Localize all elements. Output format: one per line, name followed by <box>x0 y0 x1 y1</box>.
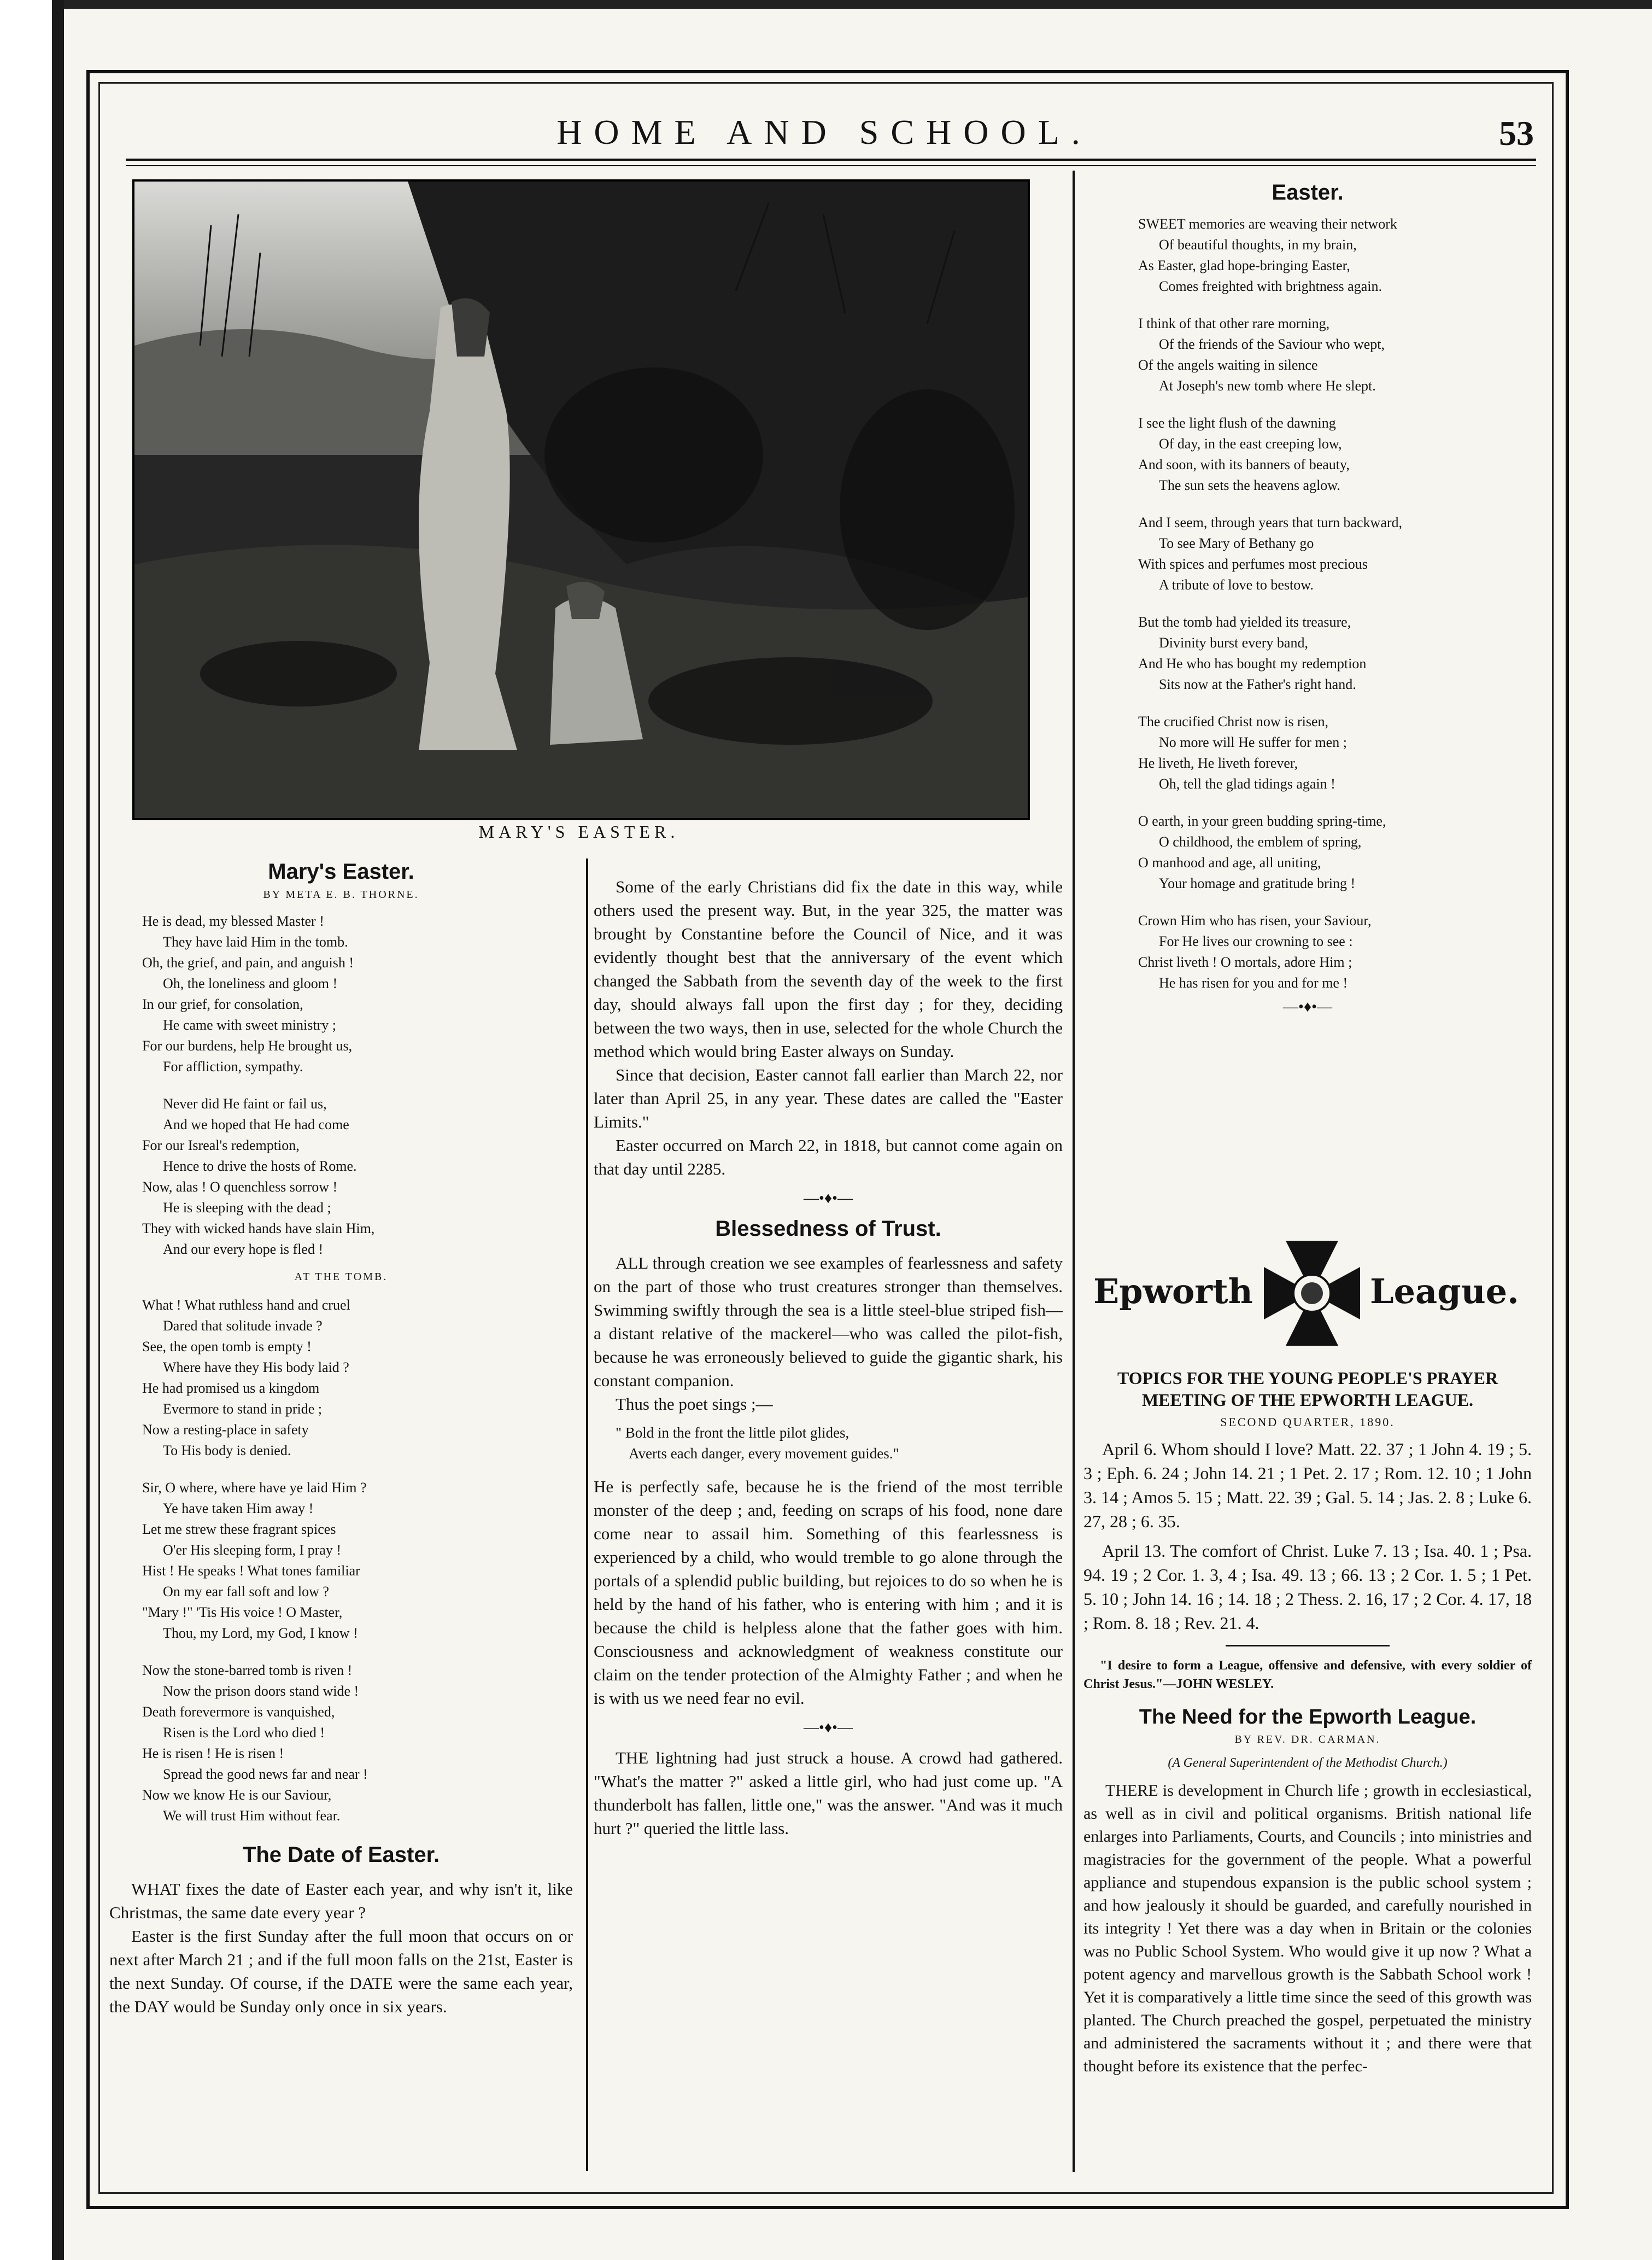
poem-line: Sits now at the Father's right hand. <box>1159 676 1356 692</box>
poem-subhead: AT THE TOMB. <box>294 1271 388 1283</box>
topics-heading: TOPICS FOR THE YOUNG PEOPLE'S PRAYER MEETING OF THE EPWORTH LEAGUE. <box>1117 1368 1498 1410</box>
poem-line: O childhood, the emblem of spring, <box>1159 834 1362 850</box>
poem-stanza <box>142 1094 573 1260</box>
poem-line: I think of that other rare morning, <box>1138 316 1330 331</box>
poem-title: Mary's Easter. <box>268 860 414 884</box>
verse-quote <box>616 1422 1063 1464</box>
poem-line: We will trust Him without fear. <box>163 1808 341 1824</box>
article-byline: BY REV. DR. CARMAN. <box>1234 1733 1381 1745</box>
poem-byline: BY META E. B. THORNE. <box>263 889 419 901</box>
poem-line: SWEET memories are weaving their network <box>1138 216 1397 232</box>
divider-ornament: —•♦•— <box>804 1190 853 1207</box>
maltese-cross-icon <box>1264 1239 1360 1348</box>
poem-line: He is dead, my blessed Master ! <box>142 913 324 929</box>
paragraph: Thus the poet sings ;— <box>616 1394 773 1414</box>
poem-line: Risen is the Lord who died ! <box>163 1725 325 1741</box>
poem-title: Easter. <box>1272 180 1344 205</box>
poem-line: O earth, in your green budding spring-time, <box>1138 813 1386 829</box>
poem-stanza <box>142 911 573 1077</box>
poem-stanza <box>1138 413 1532 496</box>
poem-line: At Joseph's new tomb where He slept. <box>1159 378 1376 394</box>
poem-line: Hence to drive the hosts of Rome. <box>163 1158 357 1174</box>
poem-line: And our every hope is fled ! <box>163 1241 324 1257</box>
poem-line: Death forevermore is vanquished, <box>142 1704 335 1720</box>
paragraph: THERE is development in Church life ; growth in ecclesiastical, as well as in civil and political organisms. British national life enlarges into Parliaments, Courts, and Councils ; into ministries and magistracies for the government of the people. What a powerful appliance and stupendous expansion is the public school system ; and how jealously it should be guarded, and carefully nourished in its integrity ! Yet there was a day when in Britain or the colonies was no Public School System. Who would give it up now ? What a potent agency and marvellous growth is the Sabbath School work ! Yet it is comparatively a little time since the seed of this growth was planted. The Church preached the gospel, perpetuated the ministry and administered the sacraments without it ; and there were that thought before its existence that the perfec- <box>1083 1782 1532 2075</box>
poem-stanza <box>1138 910 1532 994</box>
poem-line: Divinity burst every band, <box>1159 635 1308 651</box>
engraving-image <box>134 182 1028 818</box>
poem-line: A tribute of love to bestow. <box>1159 577 1314 593</box>
poem-line: Let me strew these fragrant spices <box>142 1521 336 1537</box>
quote-line: " Bold in the front the little pilot glides, <box>616 1424 850 1441</box>
poem-line: They with wicked hands have slain Him, <box>142 1220 375 1236</box>
poem-stanza <box>1138 612 1532 695</box>
column-left <box>109 860 573 2018</box>
poem-stanza <box>1138 214 1532 297</box>
epworth-section <box>1083 1367 1532 2078</box>
poem-line: And I seem, through years that turn backward, <box>1138 515 1403 530</box>
poem-line: With spices and perfumes most precious <box>1138 556 1368 572</box>
poem-stanza <box>142 1295 573 1461</box>
section-rule <box>1226 1645 1390 1646</box>
poem-line: Hist ! He speaks ! What tones familiar <box>142 1563 360 1579</box>
poem-line: He is sleeping with the dead ; <box>163 1200 331 1216</box>
poem-stanza <box>1138 811 1532 894</box>
page-number: 53 <box>1499 114 1534 153</box>
poem-line: O manhood and age, all uniting, <box>1138 855 1321 871</box>
epworth-league-logo <box>1093 1239 1531 1353</box>
poem-line: To His body is denied. <box>163 1443 291 1458</box>
poem-line: Oh, the grief, and pain, and anguish ! <box>142 955 354 971</box>
poem-line: For He lives our crowning to see : <box>1159 933 1353 949</box>
poem-line: Dared that solitude invade ? <box>163 1318 323 1334</box>
poem-line: No more will He suffer for men ; <box>1159 734 1347 750</box>
article-title: The Date of Easter. <box>242 1843 440 1867</box>
quote-line: Averts each danger, every movement guides." <box>629 1445 899 1462</box>
page-edge-shadow <box>52 0 64 2260</box>
poem-line: They have laid Him in the tomb. <box>163 934 348 950</box>
poem-line: Christ liveth ! O mortals, adore Him ; <box>1138 954 1352 970</box>
poem-line: But the tomb had yielded its treasure, <box>1138 614 1351 630</box>
poem-line: And He who has bought my redemption <box>1138 656 1367 671</box>
poem-line: Crown Him who has risen, your Saviour, <box>1138 913 1372 928</box>
poem-stanza <box>1138 313 1532 396</box>
lightning-anecdote <box>594 1746 1063 1840</box>
poem-line: Where have they His body laid ? <box>163 1359 349 1375</box>
easter-poem <box>1083 214 1532 994</box>
poem-line: See, the open tomb is empty ! <box>142 1339 312 1354</box>
poem-line: For our burdens, help He brought us, <box>142 1038 353 1054</box>
topics-quarter: SECOND QUARTER, 1890. <box>1220 1415 1395 1429</box>
divider-ornament: —•♦•— <box>1283 998 1332 1015</box>
date-of-easter-continued <box>594 875 1063 1181</box>
poem-line: Of the angels waiting in silence <box>1138 357 1318 373</box>
poem-line: O'er His sleeping form, I pray ! <box>163 1542 341 1558</box>
poem-line: Now the prison doors stand wide ! <box>163 1683 359 1699</box>
logo-word-left: Epworth <box>1093 1271 1253 1311</box>
publication-title: HOME AND SCHOOL. <box>556 113 1092 151</box>
paragraph: Some of the early Christians did fix the date in this way, while others used the present way. But, in the year 325, the matter was brought by Constantine before the Council of Nice, and it was evidently thought best that the anniversary of the event which changed the Sabbath from the seventh day of the week to the first day, should always fall upon the first day ; for they, deciding between the two ways, then in use, selected for the whole Church the method which would bring Easter always on Sunday. <box>594 877 1063 1061</box>
poem-line: He has risen for you and for me ! <box>1159 975 1348 991</box>
poem-line: And we hoped that He had come <box>163 1117 349 1132</box>
poem-line: Ye have taken Him away ! <box>163 1500 314 1516</box>
poem-line: He is risen ! He is risen ! <box>142 1745 284 1761</box>
scan-top-edge <box>64 0 1652 9</box>
marys-easter-poem <box>109 911 573 1826</box>
article-title: Blessedness of Trust. <box>715 1217 941 1241</box>
running-head <box>98 112 1550 161</box>
poem-stanza <box>1138 512 1532 595</box>
poem-line: Now a resting-place in safety <box>142 1422 309 1438</box>
column-divider-2 <box>1073 171 1075 2172</box>
poem-line: Sir, O where, where have ye laid Him ? <box>142 1480 367 1496</box>
poem-line: Of day, in the east creeping low, <box>1159 436 1342 452</box>
poem-line: Now, alas ! O quenchless sorrow ! <box>142 1179 338 1195</box>
illustration-marys-easter <box>132 179 1030 820</box>
poem-line: And soon, with its banners of beauty, <box>1138 457 1350 472</box>
poem-line: Oh, the loneliness and gloom ! <box>163 976 338 991</box>
poem-stanza <box>142 1478 573 1644</box>
paragraph: Easter is the first Sunday after the full moon that occurs on or next after March 21 ; and if the full moon falls on the 21st, Easter is the next Sunday. Of course, if the DATE were the same each year, the DAY would be Sunday only once in six years. <box>109 1926 573 2016</box>
blessedness-body-continued <box>594 1475 1063 1710</box>
poem-line: "Mary !" 'Tis His voice ! O Master, <box>142 1604 343 1620</box>
illustration-caption: MARY'S EASTER. <box>478 822 679 842</box>
poem-line: He came with sweet ministry ; <box>163 1017 336 1033</box>
article-subtitle: (A General Superintendent of the Methodist Church.) <box>1168 1756 1448 1770</box>
topic-entry: April 13. The comfort of Christ. Luke 7. 13 ; Isa. 40. 1 ; Psa. 94. 19 ; 2 Cor. 1. 3, 4 ; Isa. 49. 13 ; 66. 13 ; 2 Cor. 1. 5 ; 1 Pet. 5. 10 ; John 14. 16 ; 14. 18 ; 2 Thess. 2. 16, 17 ; 2 Cor. 4. 17, 18 ; Rom. 8. 18 ; Rev. 21. 4. <box>1083 1541 1532 1633</box>
paragraph: THE lightning had just struck a house. A crowd had gathered. "What's the matter ?" asked a little girl, who had just come up. "A thunderbolt has fallen, little one," was the answer. "And was it much hurt ?" queried the little lass. <box>594 1748 1063 1838</box>
poem-line: Of beautiful thoughts, in my brain, <box>1159 237 1357 253</box>
poem-line: On my ear fall soft and low ? <box>163 1584 329 1599</box>
poem-line: What ! What ruthless hand and cruel <box>142 1297 350 1313</box>
poem-line: Now we know He is our Saviour, <box>142 1787 332 1803</box>
poem-line: Never did He faint or fail us, <box>163 1096 327 1112</box>
poem-line: Now the stone-barred tomb is riven ! <box>142 1662 353 1678</box>
paragraph: Easter occurred on March 22, in 1818, but cannot come again on that day until 2285. <box>594 1136 1063 1178</box>
logo-word-right: League. <box>1370 1271 1519 1311</box>
blessedness-body <box>594 1251 1063 1416</box>
poem-line: He had promised us a kingdom <box>142 1380 320 1396</box>
poem-line: Comes freighted with brightness again. <box>1159 278 1382 294</box>
paragraph: WHAT fixes the date of Easter each year, and why isn't it, like Christmas, the same date every year ? <box>109 1879 573 1922</box>
poem-line: Evermore to stand in pride ; <box>163 1401 322 1417</box>
column-divider-1 <box>586 859 588 2171</box>
wesley-epigraph: "I desire to form a League, offensive and defensive, with every soldier of Christ Jesus."—JOHN WESLEY. <box>1083 1658 1532 1691</box>
column-middle <box>594 875 1063 1840</box>
divider-ornament: —•♦•— <box>804 1719 853 1736</box>
poem-line: Spread the good news far and near ! <box>163 1766 368 1782</box>
header-rule <box>126 159 1536 161</box>
poem-stanza <box>142 1660 573 1826</box>
topic-entry: April 6. Whom should I love? Matt. 22. 37 ; 1 John 4. 19 ; 5. 3 ; Eph. 6. 24 ; John 14. 21 ; 1 Pet. 2. 17 ; Rom. 12. 10 ; 1 John 3. 14 ; Amos 5. 15 ; Matt. 22. 39 ; Gal. 5. 14 ; Jas. 2. 8 ; Luke 6. 27, 28 ; 6. 35. <box>1083 1439 1532 1531</box>
poem-stanza <box>1138 711 1532 795</box>
article-title: The Need for the Epworth League. <box>1139 1706 1477 1728</box>
poem-line: To see Mary of Bethany go <box>1159 535 1314 551</box>
poem-line: Thou, my Lord, my God, I know ! <box>163 1625 358 1641</box>
poem-line: Of the friends of the Saviour who wept, <box>1159 336 1385 352</box>
paragraph: Since that decision, Easter cannot fall earlier than March 22, nor later than April 25, in any year. These dates are called the "Easter Limits." <box>594 1065 1063 1131</box>
header-rule-thin <box>126 165 1536 166</box>
scan-margin <box>0 0 52 2260</box>
topics-list <box>1083 1437 1532 1635</box>
poem-line: I see the light flush of the dawning <box>1138 415 1336 431</box>
poem-line: For affliction, sympathy. <box>163 1059 303 1074</box>
paragraph: He is perfectly safe, because he is the friend of the most terrible monster of the deep ; and, feeding on scraps of his food, none dare come near to assail him. Something of this fearlessness is experienced by a child, who would tremble to go alone through the portals of a splendid public building, but rejoices to do so when he is held by the hand of his father, who is entering with him ; and it is because the child is helpless alone that the father goes with him. Consciousness and acknowledgment of weakness constitute our claim on the tender protection of the Almighty Father ; and when he is with us we need fear no evil. <box>594 1477 1063 1708</box>
date-of-easter-body <box>109 1877 573 2018</box>
column-right <box>1083 180 1532 1025</box>
poem-line: Your homage and gratitude bring ! <box>1159 875 1356 891</box>
poem-line: For our Isreal's redemption, <box>142 1137 300 1153</box>
poem-line: As Easter, glad hope-bringing Easter, <box>1138 258 1350 273</box>
need-body <box>1083 1779 1532 2078</box>
paragraph: ALL through creation we see examples of fearlessness and safety on the part of those who trust creatures stronger than themselves. Swimming swiftly through the sea is a little steel-blue striped fish—a distant relative of the mackerel—who was called the pilot-fish, because he was erroneously believed to guide the gigantic shark, his constant companion. <box>594 1253 1063 1390</box>
poem-line: The sun sets the heavens aglow. <box>1159 477 1340 493</box>
poem-line: The crucified Christ now is risen, <box>1138 714 1329 729</box>
poem-line: Oh, tell the glad tidings again ! <box>1159 776 1335 792</box>
poem-line: He liveth, He liveth forever, <box>1138 755 1298 771</box>
poem-line: In our grief, for consolation, <box>142 996 303 1012</box>
